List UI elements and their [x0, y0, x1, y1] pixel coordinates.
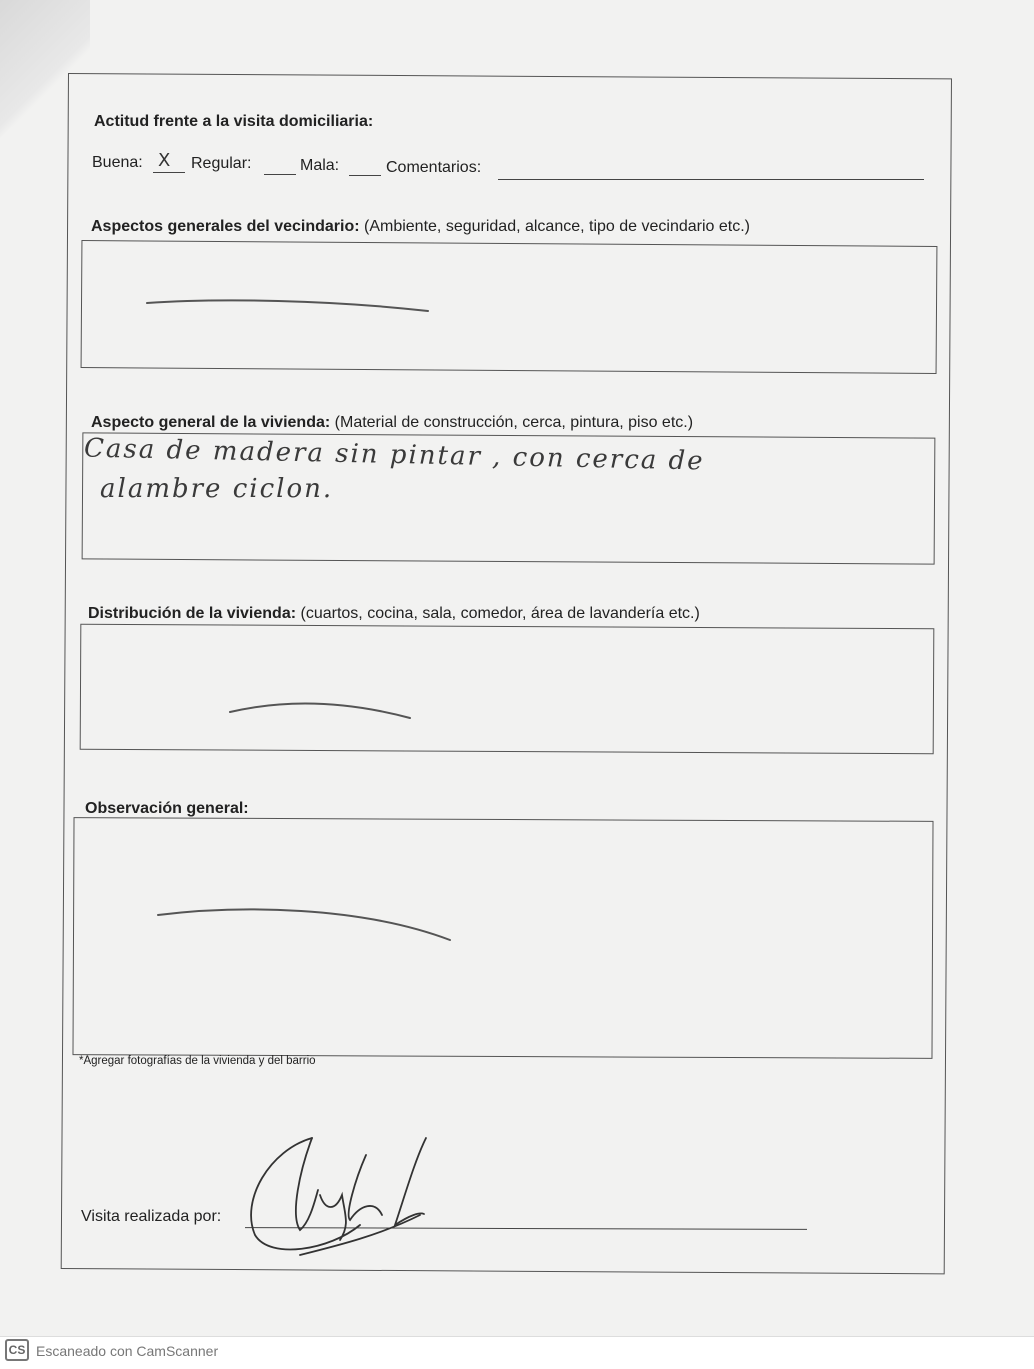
observation-heading: Observación general: [85, 800, 249, 817]
bad-label: Mala: [300, 157, 340, 174]
housing-handwritten-line-1: Casa de madera sin pintar , con cerca de [83, 433, 705, 477]
good-label: Buena: [92, 154, 143, 171]
comments-label: Comentarios: [386, 159, 482, 176]
attitude-heading: Actitud frente a la visita domiciliaria: [94, 113, 374, 130]
neighborhood-dash-stroke [147, 300, 428, 311]
distribution-heading: Distribución de la vivienda: (cuartos, cocina, sala, comedor, área de lavandería etc.) [88, 605, 700, 622]
observation-dash-stroke [158, 909, 450, 940]
visit-label: Visita realizada por: [81, 1208, 222, 1225]
housing-aspect-heading: Aspecto general de la vivienda: (Material de construcción, cerca, pintura, piso etc.) [91, 414, 694, 431]
distribution-dash-stroke [230, 703, 410, 718]
camscanner-logo: CS [5, 1339, 29, 1361]
good-check-mark: X [158, 150, 171, 171]
neighborhood-heading: Aspectos generales del vecindario: (Ambiente, seguridad, alcance, tipo de vecindario etc.) [91, 218, 750, 235]
signature-scribble [251, 1138, 426, 1255]
photo-footnote: *Agregar fotografías de la vivienda y del barrio [79, 1055, 316, 1067]
camscanner-text: Escaneado con CamScanner [36, 1343, 219, 1359]
housing-handwritten-line-2: alambre ciclon. [100, 474, 334, 504]
regular-label: Regular: [191, 155, 252, 172]
